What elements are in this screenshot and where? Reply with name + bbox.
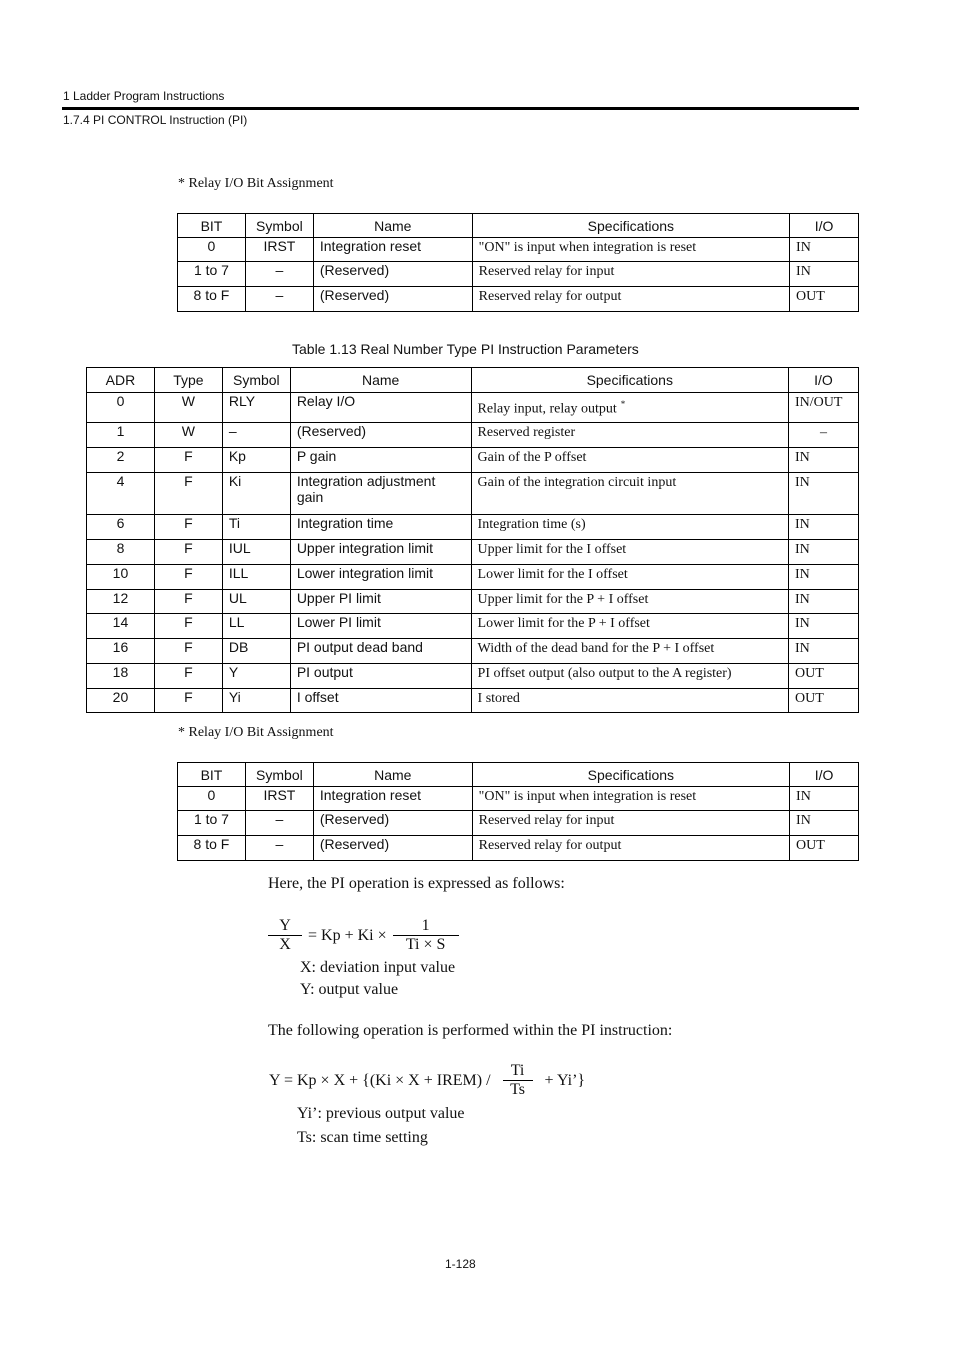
cell-text: IN: [796, 240, 811, 255]
cell-text: "ON" is input when integration is reset: [478, 789, 697, 804]
table-caption: Table 1.13 Real Number Type PI Instruction Parameters: [292, 341, 639, 357]
cell-text: Reserved relay for input: [478, 264, 615, 279]
cell-text: 1: [116, 423, 125, 439]
table-row: [87, 565, 859, 590]
chapter-header: 1 Ladder Program Instructions: [63, 89, 225, 103]
table-cell: [472, 787, 789, 811]
table-cell: [471, 565, 788, 590]
table-cell: [222, 473, 290, 515]
table-cell: [178, 238, 246, 262]
cell-text: Relay input, relay output: [477, 401, 617, 417]
cell-text: (Reserved): [296, 423, 367, 439]
cell-text: 10: [112, 565, 129, 581]
table-cell: [788, 448, 858, 473]
table-cell: [222, 565, 290, 590]
cell-text: IRST: [263, 787, 296, 803]
table-cell: [471, 664, 788, 689]
cell-text: (Reserved): [319, 836, 390, 852]
table-cell: [788, 590, 858, 614]
cell-text: LL: [228, 614, 245, 630]
cell-text: Upper integration limit: [296, 540, 433, 556]
col-adr: ADR: [87, 368, 155, 393]
table-cell: [788, 565, 858, 590]
cell-text: Lower limit for the P + I offset: [477, 616, 650, 631]
cell-text: Reserved relay for output: [478, 838, 622, 853]
table-cell: [154, 689, 222, 713]
cell-text: IUL: [228, 540, 251, 556]
table-row: [178, 262, 859, 287]
table-cell: [290, 473, 471, 515]
table-row: [87, 448, 859, 473]
table-cell: [154, 639, 222, 664]
table-cell: [471, 515, 788, 540]
col-io: I/O: [788, 368, 858, 393]
cell-text: OUT: [794, 691, 824, 706]
table-row: [87, 393, 859, 423]
relay-note-bottom: * Relay I/O Bit Assignment: [178, 725, 334, 740]
cell-text: (Reserved): [319, 262, 390, 278]
table-cell: [788, 664, 858, 689]
pi-internal-intro: The following operation is performed within the PI instruction:: [268, 1022, 673, 1039]
cell-text: Yi: [228, 689, 241, 705]
table-cell: [313, 262, 472, 287]
table-cell: [154, 540, 222, 565]
table-cell: [87, 639, 155, 664]
col-io: I/O: [790, 214, 859, 238]
table-cell: [87, 540, 155, 565]
table-cell: [222, 393, 290, 423]
cell-text: Integration reset: [319, 238, 422, 254]
table-cell: [154, 515, 222, 540]
table-cell: [313, 287, 472, 312]
table-row: [87, 423, 859, 448]
table-cell: [222, 664, 290, 689]
table-cell: [178, 811, 246, 836]
footnote-asterisk: *: [620, 399, 626, 409]
table-cell: [788, 423, 858, 448]
cell-text: IN: [794, 517, 810, 532]
table-cell: [472, 287, 789, 312]
cell-text: IRST: [263, 238, 296, 254]
table-cell: [154, 393, 222, 423]
table-cell: [313, 811, 472, 836]
table-cell: [154, 423, 222, 448]
cell-text: OUT: [794, 666, 824, 681]
cell-text: ILL: [228, 565, 249, 581]
col-symbol: Symbol: [222, 368, 290, 393]
cell-text: F: [184, 664, 193, 680]
table-cell: [471, 689, 788, 713]
cell-text: –: [275, 262, 284, 278]
equation-left: Y = Kp × X + {(Ki × X + IREM) /: [269, 1071, 491, 1089]
cell-text: PI output dead band: [296, 639, 423, 655]
cell-text: 1 to 7: [193, 262, 229, 278]
cell-text: F: [184, 639, 193, 655]
table-cell: [790, 836, 859, 861]
cell-text: (Reserved): [319, 811, 390, 827]
table-cell: [471, 614, 788, 639]
col-symbol: Symbol: [245, 214, 313, 238]
table-cell: [154, 473, 222, 515]
table-row: [178, 836, 859, 861]
table-cell: [178, 287, 246, 312]
cell-text: Ki: [228, 473, 242, 489]
cell-text: DB: [228, 639, 249, 655]
table-cell: [245, 787, 313, 811]
table-cell: [290, 664, 471, 689]
table-cell: [245, 287, 313, 312]
table-cell: [472, 836, 789, 861]
fraction-1-over-tis: $\frac{1}{Ti \times S}$: [393, 917, 459, 954]
cell-text: Integration reset: [319, 787, 422, 803]
table-cell: [178, 262, 246, 287]
cell-text: Reserved relay for input: [478, 813, 615, 828]
table-cell: [87, 393, 155, 423]
cell-text: IN/OUT: [794, 395, 843, 410]
cell-text: Integration time (s): [477, 517, 586, 532]
cell-text: 0: [116, 393, 125, 409]
table-cell: [87, 448, 155, 473]
table-cell: [178, 787, 246, 811]
table-row: [87, 664, 859, 689]
cell-text: Lower PI limit: [296, 614, 381, 630]
cell-text: Upper limit for the P + I offset: [477, 592, 649, 607]
cell-text: IN: [794, 542, 810, 557]
cell-text: IN: [794, 592, 810, 607]
table-cell: [154, 614, 222, 639]
cell-text: 8 to F: [193, 287, 230, 303]
table-cell: [313, 787, 472, 811]
table-cell: [154, 448, 222, 473]
table-cell: [471, 448, 788, 473]
cell-text: IN: [794, 475, 810, 490]
table-cell: [788, 639, 858, 664]
cell-text: Gain of the integration circuit input: [477, 475, 677, 490]
cell-text: W: [181, 393, 195, 409]
cell-text: F: [184, 540, 193, 556]
cell-text: F: [184, 565, 193, 581]
cell-text: 0: [207, 787, 216, 803]
table-row: [87, 639, 859, 664]
cell-text: IN: [796, 813, 811, 828]
table-cell: [290, 565, 471, 590]
fraction-ti-over-ts: $\frac{Ti}{Ts}$: [503, 1062, 533, 1099]
table-cell: [245, 836, 313, 861]
col-type: Type: [154, 368, 222, 393]
table-cell: [290, 590, 471, 614]
table-cell: [222, 590, 290, 614]
cell-text: F: [184, 473, 193, 489]
table-cell: [87, 689, 155, 713]
cell-text: "ON" is input when integration is reset: [478, 240, 697, 255]
table-cell: [472, 238, 789, 262]
ts-definition: Ts: scan time setting: [297, 1129, 428, 1146]
table-cell: [313, 836, 472, 861]
cell-text: F: [184, 590, 193, 606]
y-definition: Y: output value: [300, 981, 399, 998]
table-cell: [472, 811, 789, 836]
col-symbol: Symbol: [245, 763, 313, 787]
table-row: [87, 473, 859, 515]
cell-text: 20: [112, 689, 129, 705]
cell-text: 18: [112, 664, 129, 680]
cell-text: Lower integration limit: [296, 565, 433, 581]
table-cell: [245, 262, 313, 287]
cell-text: W: [181, 423, 195, 439]
equation-internal: [269, 1062, 585, 1099]
cell-text: Kp: [228, 448, 246, 464]
table-cell: [788, 473, 858, 515]
cell-text: OUT: [796, 289, 825, 304]
table-row: [178, 238, 859, 262]
cell-text: –: [275, 811, 284, 827]
table-cell: [154, 565, 222, 590]
cell-text: (Reserved): [319, 287, 390, 303]
table-cell: [222, 689, 290, 713]
col-name: Name: [290, 368, 471, 393]
cell-text: I offset: [296, 689, 339, 705]
cell-text: 2: [116, 448, 125, 464]
table-cell: [178, 836, 246, 861]
cell-text: Upper PI limit: [296, 590, 381, 606]
table-cell: [154, 664, 222, 689]
parameter-table: [86, 367, 859, 713]
cell-text: Relay I/O: [296, 393, 356, 409]
cell-text: Upper limit for the I offset: [477, 542, 627, 557]
table-cell: [87, 664, 155, 689]
table-cell: [790, 787, 859, 811]
cell-text: –: [819, 425, 827, 440]
table-cell: [87, 473, 155, 515]
cell-text: IN: [794, 641, 810, 656]
cell-text: Gain of the P offset: [477, 450, 587, 465]
table-cell: [313, 238, 472, 262]
table-row: [87, 590, 859, 614]
table-cell: [471, 393, 788, 423]
table-cell: [222, 423, 290, 448]
cell-text: Ti: [228, 515, 240, 531]
cell-text: 4: [116, 473, 125, 489]
table-cell: [290, 540, 471, 565]
table-cell: [222, 639, 290, 664]
table-cell: [790, 262, 859, 287]
cell-text: Y: [228, 664, 239, 680]
table-cell: [471, 639, 788, 664]
cell-text: IN: [796, 264, 811, 279]
cell-text: IN: [794, 450, 810, 465]
table-row: [178, 811, 859, 836]
col-name: Name: [313, 763, 472, 787]
table-cell: [245, 811, 313, 836]
table-row: [178, 787, 859, 811]
table-cell: [87, 614, 155, 639]
table-cell: [290, 515, 471, 540]
equation-transfer: [268, 917, 459, 954]
cell-text: PI output: [296, 664, 353, 680]
table-cell: [790, 287, 859, 312]
cell-text: –: [275, 836, 284, 852]
table-cell: [290, 639, 471, 664]
cell-text: –: [275, 287, 284, 303]
col-io: I/O: [790, 763, 859, 787]
header-rule: [62, 107, 859, 110]
cell-text: Reserved relay for output: [478, 289, 622, 304]
table-row: [87, 689, 859, 713]
cell-text: 8: [116, 540, 125, 556]
cell-text: 1 to 7: [193, 811, 229, 827]
table-cell: [222, 515, 290, 540]
table-cell: [87, 565, 155, 590]
equation-right: + Yi’}: [544, 1071, 586, 1089]
cell-text: F: [184, 515, 193, 531]
cell-text: 6: [116, 515, 125, 531]
relay-note-top: * Relay I/O Bit Assignment: [178, 176, 334, 191]
col-bit: BIT: [178, 214, 246, 238]
cell-text: 14: [112, 614, 129, 630]
table-cell: [472, 262, 789, 287]
table-cell: [87, 515, 155, 540]
table-cell: [222, 448, 290, 473]
col-name: Name: [313, 214, 472, 238]
relay-bit-table-top: [177, 213, 859, 312]
table-row: [87, 540, 859, 565]
yi-definition: Yi’: previous output value: [297, 1105, 465, 1122]
cell-text: IN: [794, 567, 810, 582]
col-spec: Specifications: [472, 763, 789, 787]
cell-text: PI offset output (also output to the A register): [477, 666, 732, 681]
col-bit: BIT: [178, 763, 246, 787]
cell-text: F: [184, 689, 193, 705]
equation-middle: = Kp + Ki ×: [308, 926, 387, 944]
col-spec: Specifications: [472, 214, 789, 238]
cell-text: I stored: [477, 691, 520, 706]
cell-text: 8 to F: [193, 836, 230, 852]
table-cell: [788, 689, 858, 713]
table-cell: [290, 423, 471, 448]
cell-text: Integration time: [296, 515, 394, 531]
table-cell: [290, 614, 471, 639]
table-cell: [222, 614, 290, 639]
table-row: [87, 515, 859, 540]
cell-text: P gain: [296, 448, 337, 464]
col-spec: Specifications: [471, 368, 788, 393]
table-cell: [290, 393, 471, 423]
cell-text: F: [184, 614, 193, 630]
table-cell: [471, 473, 788, 515]
table-cell: [87, 423, 155, 448]
table-cell: [471, 540, 788, 565]
table-cell: [788, 515, 858, 540]
table-cell: [290, 689, 471, 713]
cell-text: Width of the dead band for the P + I offset: [477, 641, 715, 656]
cell-text: Reserved register: [477, 425, 576, 440]
cell-text: IN: [794, 616, 810, 631]
table-cell: [245, 238, 313, 262]
table-cell: [87, 590, 155, 614]
fraction-y-over-x: $\frac{Y}{X}$: [268, 917, 302, 954]
table-cell: [788, 540, 858, 565]
page-number: 1-128: [445, 1257, 476, 1271]
cell-text: F: [184, 448, 193, 464]
table-cell: [471, 590, 788, 614]
table-row: [87, 614, 859, 639]
table-cell: [788, 393, 858, 423]
table-cell: [790, 238, 859, 262]
table-cell: [154, 590, 222, 614]
cell-text: Integration adjustment gain: [296, 473, 436, 505]
cell-text: 0: [207, 238, 216, 254]
cell-text: UL: [228, 590, 247, 606]
cell-text: –: [228, 423, 237, 439]
pi-operation-intro: Here, the PI operation is expressed as follows:: [268, 875, 565, 892]
cell-text: IN: [796, 789, 811, 804]
section-header: 1.7.4 PI CONTROL Instruction (PI): [63, 113, 248, 127]
cell-text: Lower limit for the I offset: [477, 567, 628, 582]
cell-text: OUT: [796, 838, 825, 853]
table-cell: [471, 423, 788, 448]
relay-bit-table-bottom: [177, 762, 859, 861]
cell-text: RLY: [228, 393, 256, 409]
table-cell: [222, 540, 290, 565]
cell-text: 16: [112, 639, 129, 655]
table-cell: [790, 811, 859, 836]
cell-text: 12: [112, 590, 129, 606]
table-cell: [290, 448, 471, 473]
table-cell: [788, 614, 858, 639]
x-definition: X: deviation input value: [300, 959, 456, 976]
table-row: [178, 287, 859, 312]
